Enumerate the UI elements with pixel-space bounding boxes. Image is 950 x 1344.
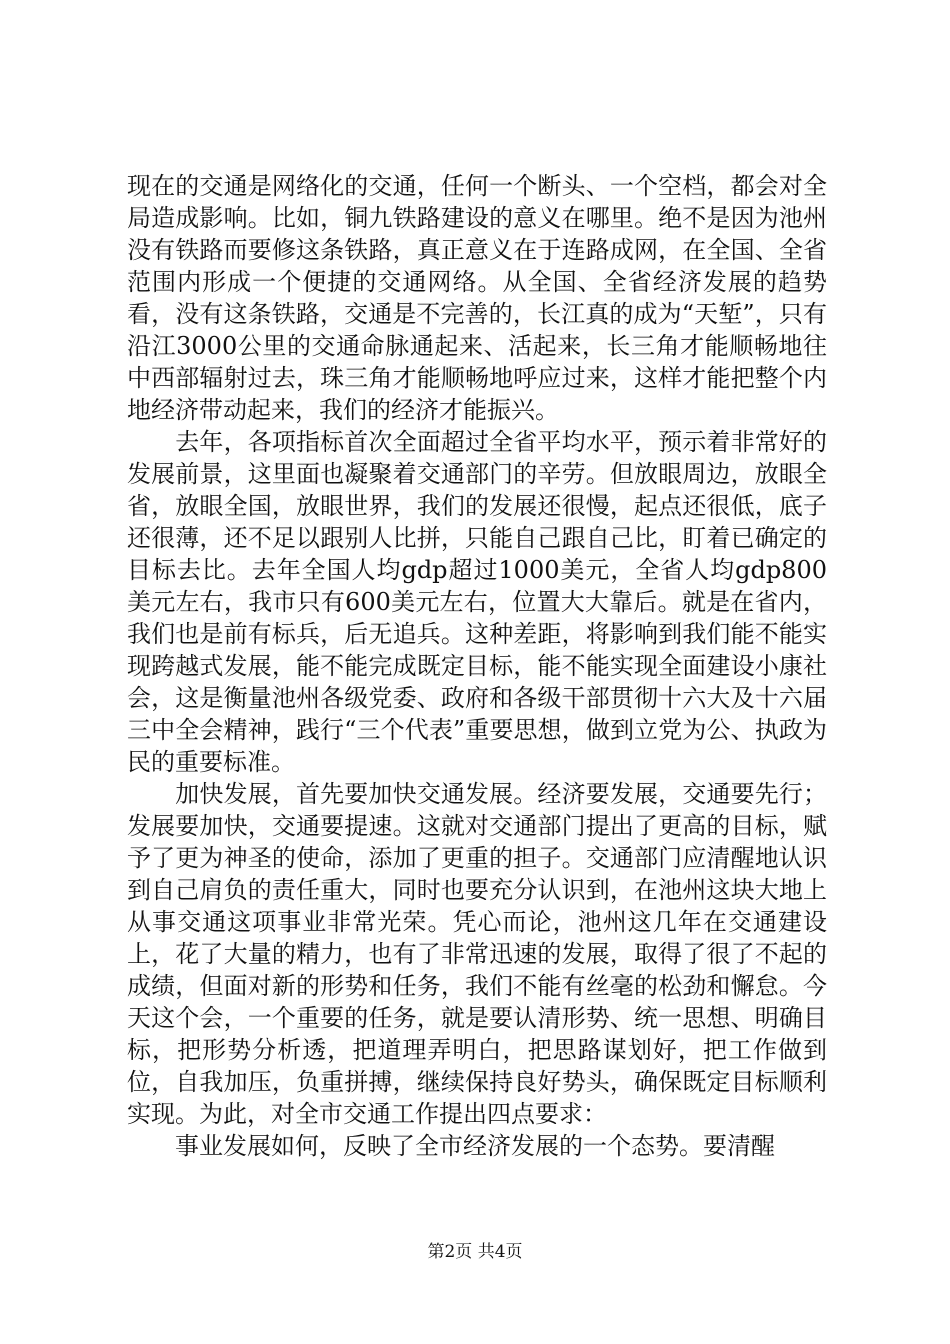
paragraph-2: 去年，各项指标首次全面超过全省平均水平，预示着非常好的发展前景，这里面也凝聚着交通部门的辛劳。但放眼周边，放眼全省，放眼全国，放眼世界，我们的发展还很慢，起点还很低，底子还很薄，还不足以跟别人比拼，只能自己跟自己比，盯着已确定的目标去比。去年全国人均gdp超过1000美元，全省人均gdp800美元左右，我市只有600美元左右，位置大大靠后。就是在省内，我们也是前有标兵，后无追兵。这种差距，将影响到我们能不能实现跨越式发展，能不能完成既定目标，能不能实现全面建设小康社会，这是衡量池州各级党委、政府和各级干部贯彻十六大及十六届三中全会精神，践行“三个代表”重要思想，做到立党为公、执政为民的重要标准。 — [127, 428, 827, 776]
paragraph-3: 加快发展，首先要加快交通发展。经济要发展，交通要先行；发展要加快，交通要提速。这就对交通部门提出了更高的目标，赋予了更为神圣的使命，添加了更重的担子。交通部门应清醒地认识到自己肩负的责任重大，同时也要充分认识到，在池州这块大地上从事交通这项事业非常光荣。凭心而论，池州这几年在交通建设上，花了大量的精力，也有了非常迅速的发展，取得了很了不起的成绩，但面对新的形势和任务，我们不能有丝毫的松劲和懈怠。今天这个会，一个重要的任务，就是要认清形势、统一思想、明确目标，把形势分析透，把道理弄明白，把思路谋划好，把工作做到位，自我加压，负重拼搏，继续保持良好势头，确保既定目标顺利实现。为此，对全市交通工作提出四点要求： — [127, 780, 827, 1128]
page-footer — [0, 1241, 950, 1263]
page-number-label: 第2页 共4页 — [427, 1242, 523, 1262]
document-body — [127, 170, 827, 1162]
paragraph-4: 事业发展如何，反映了全市经济发展的一个态势。要清醒 — [127, 1132, 775, 1160]
paragraph-1: 现在的交通是网络化的交通，任何一个断头、一个空档，都会对全局造成影响。比如，铜九铁路建设的意义在哪里。绝不是因为池州没有铁路而要修这条铁路，真正意义在于连路成网，在全国、全省范围内形成一个便捷的交通网络。从全国、全省经济发展的趋势看，没有这条铁路，交通是不完善的，长江真的成为“天堑”，只有沿江3000公里的交通命脉通起来、活起来，长三角才能顺畅地往中西部辐射过去，珠三角才能顺畅地呼应过来，这样才能把整个内地经济带动起来，我们的经济才能振兴。 — [127, 172, 827, 424]
